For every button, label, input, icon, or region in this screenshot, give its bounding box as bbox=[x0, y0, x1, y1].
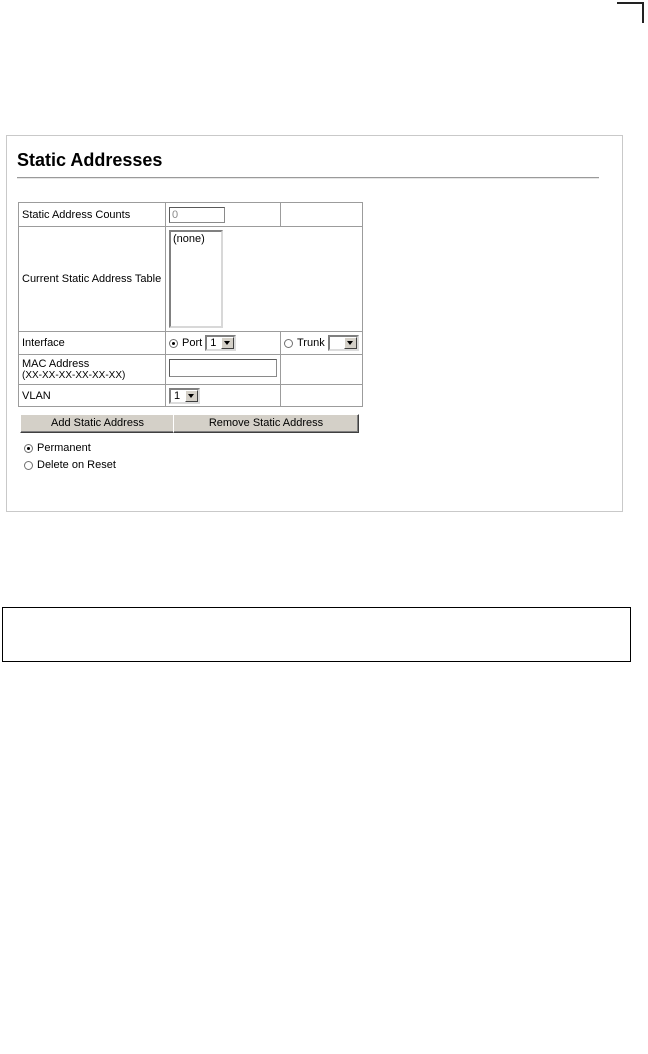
delete-on-reset-option[interactable] bbox=[24, 459, 116, 471]
mac-address-format: (XX-XX-XX-XX-XX-XX) bbox=[22, 369, 126, 381]
interface-label: Interface bbox=[19, 332, 166, 355]
mac-address-label: MAC Address bbox=[22, 357, 90, 370]
port-radio[interactable] bbox=[169, 339, 178, 348]
add-static-address-button[interactable]: Add Static Address bbox=[20, 414, 175, 433]
static-address-counts-label: Static Address Counts bbox=[19, 203, 166, 227]
page-corner-mark bbox=[617, 2, 644, 23]
mac-address-input[interactable] bbox=[169, 359, 277, 377]
empty-cell bbox=[281, 355, 363, 385]
permanent-option[interactable] bbox=[24, 442, 91, 454]
delete-on-reset-label: Delete on Reset bbox=[37, 459, 116, 471]
vlan-select-value: 1 bbox=[174, 389, 181, 402]
static-address-counts-field: 0 bbox=[169, 207, 225, 223]
port-label: Port bbox=[182, 336, 203, 349]
chevron-down-icon[interactable] bbox=[344, 337, 357, 349]
title-divider bbox=[17, 177, 599, 179]
static-address-form bbox=[18, 202, 363, 407]
chevron-down-icon[interactable] bbox=[185, 390, 198, 402]
current-static-address-table-label: Current Static Address Table bbox=[19, 227, 166, 332]
permanent-radio[interactable] bbox=[24, 444, 33, 453]
trunk-label: Trunk bbox=[297, 336, 325, 349]
page-title: Static Addresses bbox=[17, 150, 163, 170]
vlan-select[interactable] bbox=[169, 388, 200, 404]
empty-cell bbox=[281, 203, 363, 227]
empty-cell bbox=[281, 385, 363, 407]
port-select[interactable] bbox=[205, 335, 236, 351]
static-addresses-panel bbox=[6, 135, 623, 512]
chevron-down-icon[interactable] bbox=[221, 337, 234, 349]
port-select-value: 1 bbox=[210, 337, 217, 349]
vlan-label: VLAN bbox=[19, 385, 166, 407]
delete-on-reset-radio[interactable] bbox=[24, 461, 33, 470]
note-box bbox=[2, 607, 631, 662]
remove-static-address-button[interactable]: Remove Static Address bbox=[173, 414, 359, 433]
listbox-item[interactable]: (none) bbox=[173, 233, 205, 245]
trunk-select[interactable] bbox=[328, 335, 359, 351]
static-address-listbox[interactable] bbox=[169, 230, 223, 328]
permanent-label: Permanent bbox=[37, 442, 91, 454]
trunk-radio[interactable] bbox=[284, 339, 293, 348]
